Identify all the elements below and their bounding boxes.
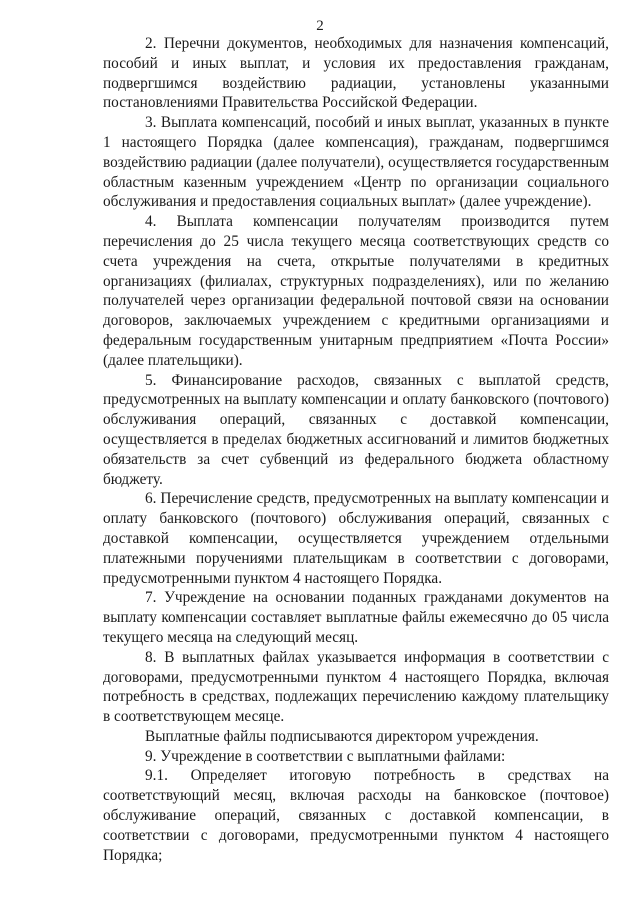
paragraph-2: 2. Перечни документов, необходимых для назначения компенсаций, пособий и иных выплат, и условия их предоставления гражданам, подвергшимся воздействию радиации, установлены указанными постановлениями Правительства Российской Федерации. [103,35,609,112]
paragraph-8-signature-note: Выплатные файлы подписываются директором учреждения. [145,727,539,745]
paragraph-3: 3. Выплата компенсаций, пособий и иных выплат, указанных в пункте 1 настоящего Порядка (далее компенсация), гражданам, подвергшимся воздействию радиации (далее получатели), осуществляется государственным областным казенным учреждением «Центр по организации социального обслуживания и предоставления социальных выплат» (далее учреждение). [103,114,609,211]
document-body [103,34,609,865]
paragraph-7: 7. Учреждение на основании поданных гражданами документов на выплату компенсации составляет выплатные файлы ежемесячно до 05 числа текущего месяца на следующий месяц. [103,589,609,646]
paragraph-9: 9. Учреждение в соответствии с выплатными файлами: [145,747,506,765]
paragraph-5: 5. Финансирование расходов, связанных с выплатой средств, предусмотренных на выплату компенсации и оплату банковского (почтового) обслуживания операций, связанных с доставкой компенсации, осуществляется в пределах бюджетных ассигнований и лимитов бюджетных обязательств за счет субвенций из федерального бюджета областному бюджету. [103,371,609,488]
paragraph-6: 6. Перечисление средств, предусмотренных на выплату компенсации и оплату банковского (почтового) обслуживания операций, связанных с доставкой компенсации, осуществляется учреждением отдельными платежными поручениями плательщикам в соответствии с договорами, предусмотренными пунктом 4 настоящего Порядка. [103,490,609,587]
page-number: 2 [316,18,324,34]
paragraph-8: 8. В выплатных файлах указывается информация в соответствии с договорами, предусмотренными пунктом 4 настоящего Порядка, включая потребность в средствах, подлежащих перечислению каждому плательщику в соответствующем месяце. [103,648,609,726]
paragraph-4: 4. Выплата компенсации получателям производится путем перечисления до 25 числа текущего месяца соответствующих средств со счета учреждения на счета, открытые получателями в кредитных организациях (филиалах, структурных подразделениях), или по желанию получателей через организации федеральной почтовой связи на основании договоров, заключаемых учреждением с кредитными организациями и федеральным государственным унитарным предприятием «Почта России» (далее плательщики). [103,213,609,369]
paragraph-9-1: 9.1. Определяет итоговую потребность в средствах на соответствующий месяц, включая расходы на банковское (почтовое) обслуживание операций, связанных с доставкой компенсации, в соответствии с договорами, предусмотренными пунктом 4 настоящего Порядка; [103,767,609,864]
